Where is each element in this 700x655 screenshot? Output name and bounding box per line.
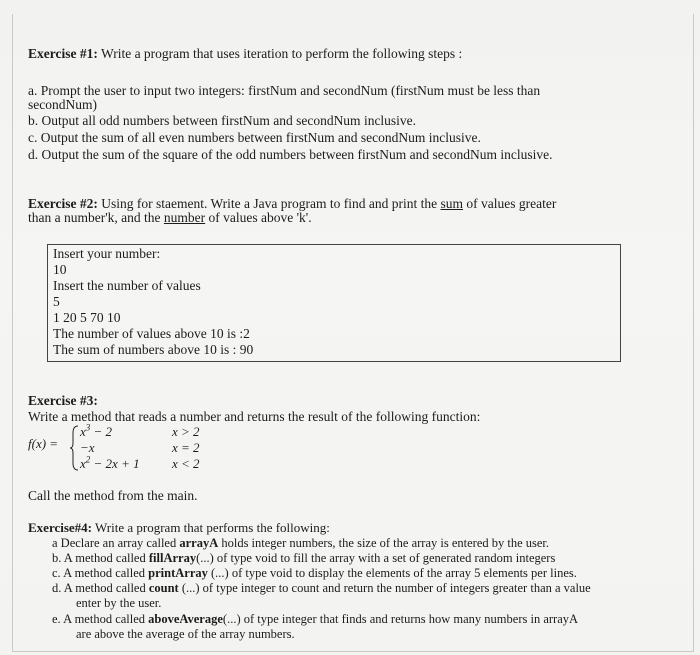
exercise-1-intro-text: Write a program that uses iteration to perform the following steps : — [101, 46, 463, 61]
piecewise-brace-icon — [70, 425, 80, 471]
console-line: The sum of numbers above 10 is : 90 — [53, 342, 254, 357]
case-2-expression: −x — [80, 440, 95, 455]
console-line: 5 — [53, 294, 60, 309]
console-line: The number of values above 10 is :2 — [53, 326, 250, 341]
item-a-bold: arrayA — [179, 536, 219, 550]
item-c-text: c. A method called — [52, 566, 149, 580]
exercise-4-item-c — [52, 565, 577, 581]
item-a-text: a Declare an array called — [52, 536, 180, 550]
item-d-tail: (...) of type integer to count and return the number of integers greater than a value — [178, 581, 591, 595]
exercise-1-step-b: b. Output all odd numbers between firstNum and secondNum inclusive. — [28, 113, 417, 128]
item-d-text: d. A method called — [52, 581, 149, 595]
console-line: Insert the number of values — [53, 278, 201, 293]
exercise-1-step-d: d. Output the sum of the square of the odd numbers between firstNum and secondNum inclusive. — [28, 147, 553, 162]
item-b-bold: fillArray — [148, 551, 197, 565]
exercise-4-item-d-cont: enter by the user. — [76, 596, 162, 610]
case-2-condition: x = 2 — [172, 440, 200, 455]
exercise-4-item-d — [52, 580, 591, 596]
exercise-4-intro-text: Write a program that performs the following: — [95, 520, 330, 535]
exercise-3-description: Write a method that reads a number and returns the result of the following function: — [28, 409, 481, 424]
exercise-4-item-a — [52, 535, 549, 551]
item-c-bold: printArray — [148, 566, 208, 580]
console-line: Insert your number: — [53, 246, 161, 261]
exercise-3-call: Call the method from the main. — [28, 488, 198, 503]
exercise-4-item-e-cont: are above the average of the array numbers. — [76, 627, 295, 641]
exercise-2-text-b: of values greater — [463, 196, 557, 211]
exercise-1-step-c: c. Output the sum of all even numbers between firstNum and secondNum inclusive. — [28, 130, 481, 145]
exercise-1-heading: Exercise #1: — [28, 46, 98, 61]
console-line: 1 20 5 70 10 — [53, 310, 121, 325]
exercise-1-intro — [28, 46, 462, 62]
exercise-3-heading — [28, 393, 98, 409]
case-3-expression — [80, 456, 140, 472]
case-1-exponent: 3 — [85, 422, 91, 433]
case-1-tail: − 2 — [90, 424, 113, 439]
exercise-2-sum-word: sum — [440, 196, 463, 211]
item-e-tail: (...) of type integer that finds and returns how many numbers in arrayA — [222, 612, 579, 626]
exercise-2-text-a: Using for staement. Write a Java program to find and print the — [101, 196, 441, 211]
function-name: f(x) = — [28, 436, 59, 451]
exercise-1-step-a-cont: secondNum) — [28, 97, 97, 112]
exercise-4-item-b — [52, 550, 555, 566]
exercise-4-intro — [28, 520, 330, 536]
case-3-exponent: 2 — [85, 454, 91, 465]
case-1-expression — [80, 424, 112, 440]
item-e-bold: aboveAverage — [148, 612, 223, 626]
case-3-tail: − 2x + 1 — [90, 456, 140, 471]
item-b-text: b. A method called — [52, 551, 149, 565]
exercise-2-text-d: of values above 'k'. — [205, 210, 312, 225]
exercise-2-text-c: than a number'k, and the — [28, 210, 164, 225]
exercise-2-number-word: number — [163, 210, 206, 225]
item-a-tail: holds integer numbers, the size of the array is entered by the user. — [218, 536, 550, 550]
exercise-2-heading: Exercise #2: — [28, 196, 98, 211]
exercise-3-heading-text: Exercise #3: — [28, 393, 98, 408]
exercise-1-step-a: a. Prompt the user to input two integers: firstNum and secondNum (firstNum must be less than — [28, 83, 541, 98]
console-line: 10 — [53, 262, 67, 277]
exercise-2-line-2 — [28, 210, 312, 226]
exercise-4-heading: Exercise#4: — [28, 520, 93, 535]
item-b-tail: (...) of type void to fill the array with a set of generated random integers — [196, 551, 556, 565]
item-c-tail: (...) of type void to display the elements of the array 5 elements per lines. — [207, 566, 577, 580]
case-3-condition: x < 2 — [172, 456, 200, 471]
case-1-base: x — [80, 424, 86, 439]
item-e-text: e. A method called — [52, 612, 149, 626]
case-3-base: x — [80, 456, 86, 471]
exercise-4-item-e — [52, 611, 578, 627]
case-1-condition: x > 2 — [172, 424, 200, 439]
item-d-bold: count — [148, 581, 179, 595]
